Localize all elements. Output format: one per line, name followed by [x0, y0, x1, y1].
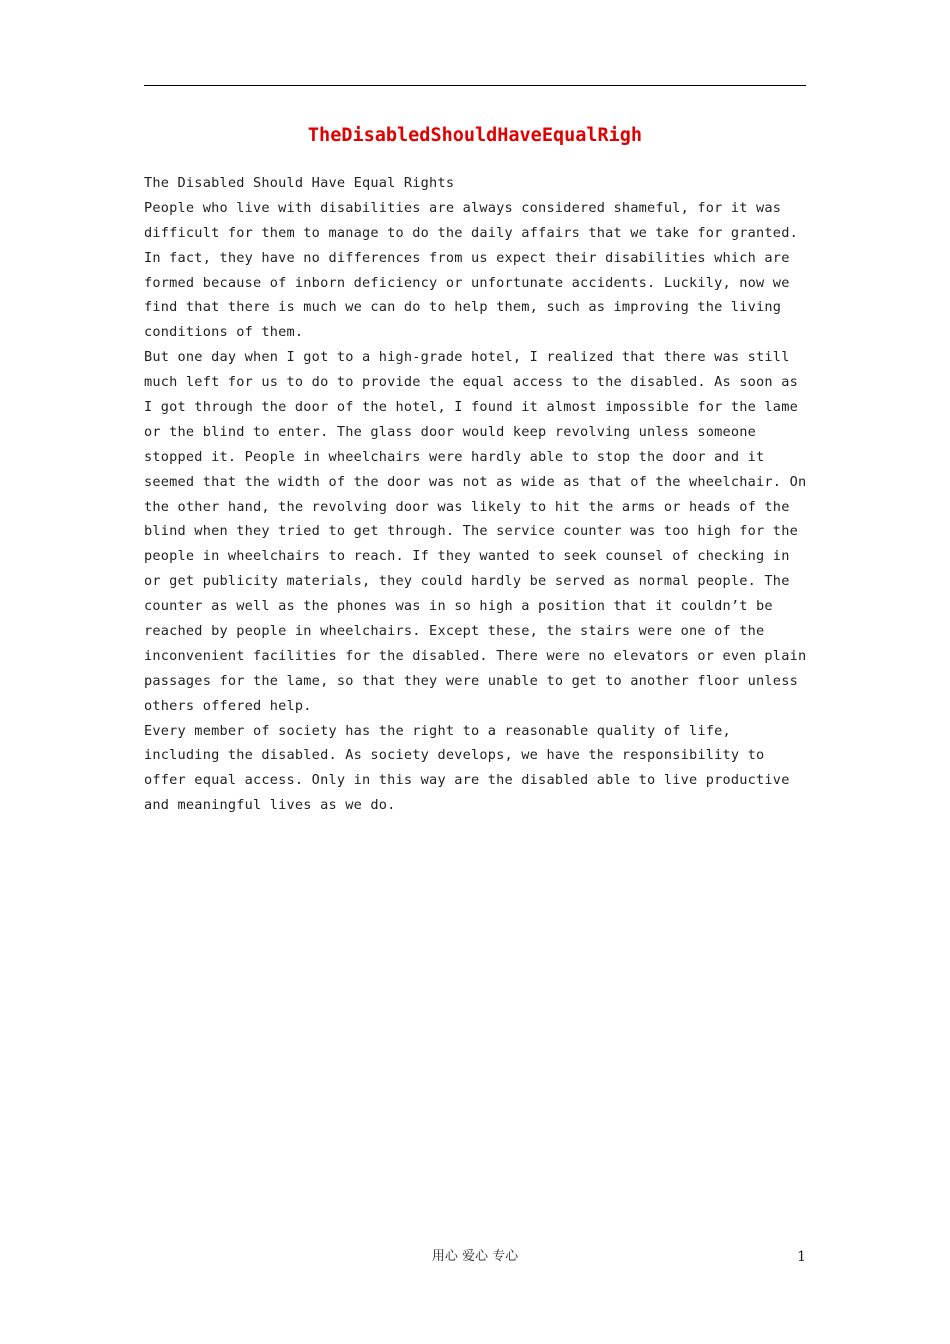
text-line: including the disabled. As society develops, we have the responsibility to — [144, 747, 765, 764]
text-line: the other hand, the revolving door was likely to hit the arms or heads of the — [144, 498, 790, 515]
document-title: TheDisabledShouldHaveEqualRigh — [307, 125, 643, 146]
text-line: and meaningful lives as we do. — [144, 797, 396, 814]
text-line: inconvenient facilities for the disabled. There were no elevators or even plain — [144, 647, 807, 664]
text-line: find that there is much we can do to help them, such as improving the living — [144, 299, 782, 316]
text-line: formed because of inborn deficiency or unfortunate accidents. Luckily, now we — [144, 274, 790, 291]
text-line: conditions of them. — [144, 324, 304, 341]
text-line: The Disabled Should Have Equal Rights — [144, 175, 455, 191]
page-number: 1 — [797, 1249, 806, 1265]
text-line: People who live with disabilities are always considered shameful, for it was — [144, 199, 782, 216]
text-line: offer equal access. Only in this way are the disabled able to live productive — [144, 772, 790, 789]
text-line: seemed that the width of the door was not as wide as that of the wheelchair. On — [144, 473, 807, 490]
text-line: stopped it. People in wheelchairs were hardly able to stop the door and it — [144, 448, 765, 465]
text-line: much left for us to do to provide the equal access to the disabled. As soon as — [144, 374, 798, 391]
text-line: passages for the lame, so that they were unable to get to another floor unless — [144, 672, 798, 689]
text-line: In fact, they have no differences from us expect their disabilities which are — [144, 249, 790, 266]
text-line: or the blind to enter. The glass door would keep revolving unless someone — [144, 423, 757, 440]
text-line: I got through the door of the hotel, I found it almost impossible for the lame — [144, 399, 798, 416]
text-line: or get publicity materials, they could hardly be served as normal people. The — [144, 573, 790, 590]
text-line: But one day when I got to a high-grade hotel, I realized that there was still — [144, 349, 790, 366]
text-line: reached by people in wheelchairs. Except these, the stairs were one of the — [144, 623, 765, 640]
text-line: people in wheelchairs to reach. If they wanted to seek counsel of checking in — [144, 548, 790, 565]
header-rule — [144, 85, 806, 86]
text-line: others offered help. — [144, 697, 312, 714]
text-line: difficult for them to manage to do the daily affairs that we take for granted. — [144, 224, 798, 241]
text-line: Every member of society has the right to a reasonable quality of life, — [144, 722, 731, 739]
text-line: counter as well as the phones was in so high a position that it couldn’t be — [144, 598, 773, 615]
document-body — [144, 171, 808, 818]
text-line: blind when they tried to get through. The service counter was too high for the — [144, 523, 798, 540]
footer-motto: 用心 爱心 专心 — [431, 1249, 519, 1264]
